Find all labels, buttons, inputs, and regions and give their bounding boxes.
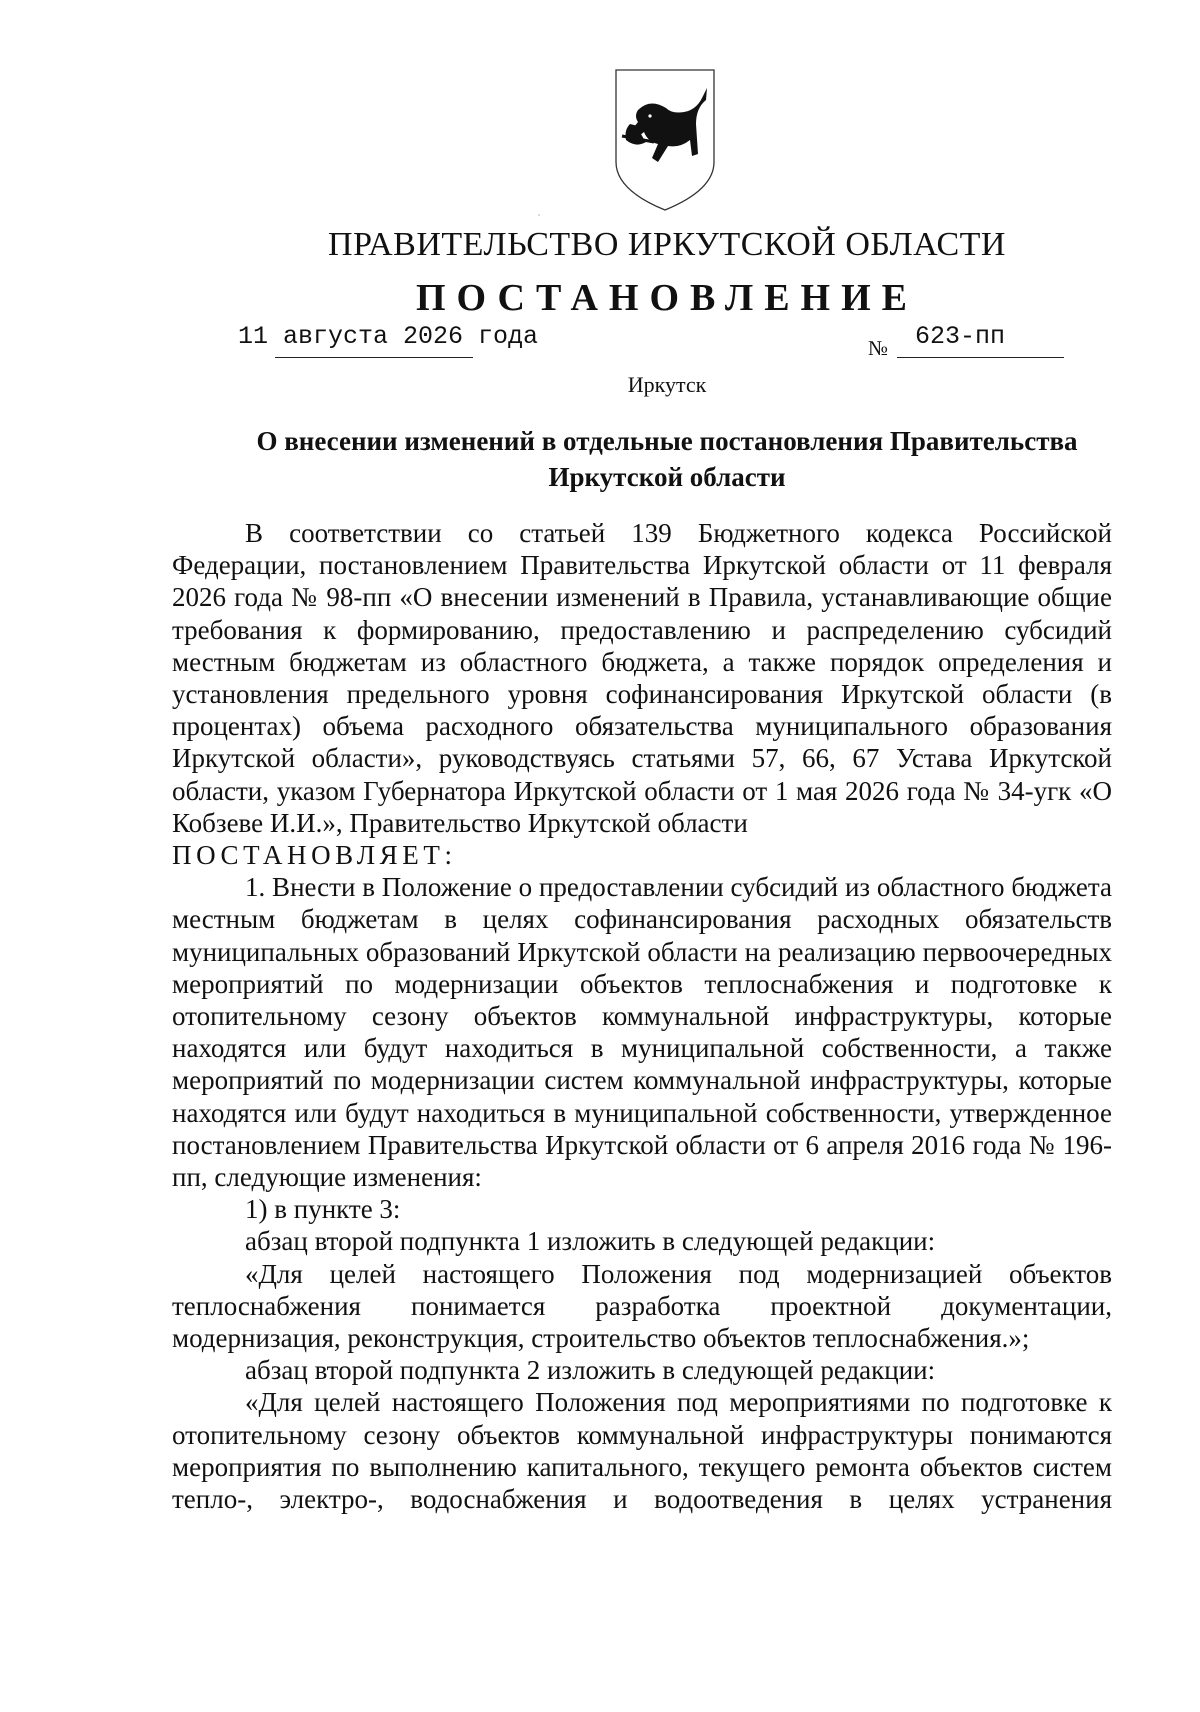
document-number: 623-пп [915, 322, 1006, 351]
quote-b-paragraph: «Для целей настоящего Положения под мероприятиями по подготовке к отопительному сезону объектов коммунальной инфраструктуры понимаются мероприятия по выполнению капитального, текущего ремонта объектов систем тепло-, электро-, водоснабжения и водоотведения в целях устранения [172, 1387, 1112, 1515]
heading-line-2: Иркутской области [548, 462, 786, 492]
number-underline [897, 357, 1064, 358]
government-title: ПРАВИТЕЛЬСТВО ИРКУТСКОЙ ОБЛАСТИ [328, 226, 1006, 263]
scan-dot [538, 214, 540, 216]
number-sign: № [868, 336, 889, 360]
paragraph-b: абзац второй подпункта 2 изложить в следующей редакции: [245, 1355, 936, 1386]
coat-of-arms-icon [610, 66, 720, 214]
quote-a-paragraph: «Для целей настоящего Положения под модернизацией объектов теплоснабжения понимается разработка проектной документации, модернизация, реконструкция, строительство объектов теплоснабжения.»; [172, 1258, 1112, 1354]
document-date: 11 августа 2026 года [238, 322, 539, 351]
document-heading [172, 423, 1162, 495]
document-body [172, 517, 1112, 1515]
preamble-paragraph: В соответствии со статьей 139 Бюджетного кодекса Российской Федерации, постановлением Правительства Иркутской области от 11 февраля 2026 года № 98-пп «О внесении изменений в Правила, устанавливающие общие требования к формированию, предоставлению и распределению субсидий местным бюджетам из областного бюджета, а также порядок определения и установления предельного уровня софинансирования Иркутской области (в процентах) объема расходного обязательства муниципального образования Иркутской области», руководствуясь статьями 57, 66, 67 Устава Иркутской области, указом Губернатора Иркутской области от 1 мая 2026 года № 34-угк «О Кобзеве И.И.», Правительство Иркутской области [172, 518, 1112, 838]
heading-line-1: О внесении изменений в отдельные постановления Правительства [256, 426, 1078, 456]
paragraph-a: абзац второй подпункта 1 изложить в следующей редакции: [245, 1226, 936, 1257]
date-underline [275, 357, 473, 358]
document-city: Иркутск [627, 372, 707, 397]
item-1-paragraph: 1. Внести в Положение о предоставлении субсидий из областного бюджета местным бюджетам в целях софинансирования расходных обязательств муниципальных образований Иркутской области на реализацию первоочередных мероприятий по модернизации объектов теплоснабжения и подготовке к отопительному сезону объектов коммунальной инфраструктуры, которые находятся или будут находиться в муниципальной собственности, а также мероприятий по модернизации систем коммунальной инфраструктуры, которые находятся или будут находиться в муниципальной собственности, утвержденное постановлением Правительства Иркутской области от 6 апреля 2016 года № 196-пп, следующие изменения: [172, 872, 1112, 1193]
subitem-1-paragraph: 1) в пункте 3: [245, 1194, 401, 1225]
decree-word: ПОСТАНОВЛЯЕТ: [172, 840, 457, 871]
document-type: ПОСТАНОВЛЕНИЕ [415, 277, 919, 319]
